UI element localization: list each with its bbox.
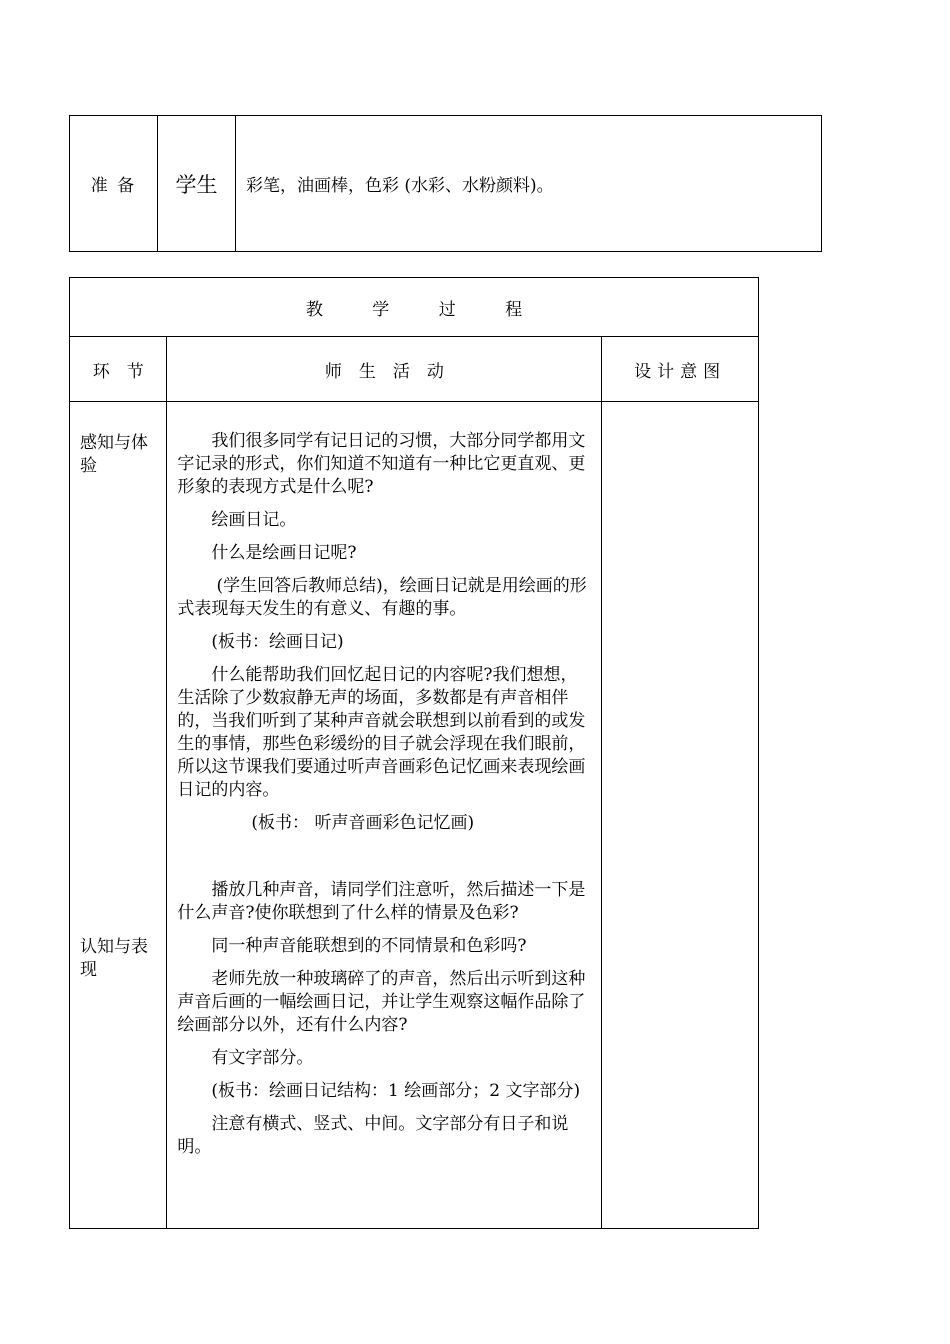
- activity-paragraph: (学生回答后教师总结)，绘画日记就是用绘画的形式表现每天发生的有意义、有趣的事。: [177, 576, 587, 619]
- header-intent: 设计意图: [602, 337, 759, 402]
- materials-text: 彩笔，油画棒，色彩 (水彩、水粉颜料)。: [236, 116, 822, 252]
- activity-paragraph: 老师先放一种玻璃碎了的声音，然后出示听到这种声音后画的一幅绘画日记，并让学生观察这幅作品除了绘画部分以外，还有什么内容?: [177, 969, 586, 1035]
- header-activity: 师 生 活 动: [167, 337, 602, 402]
- header-row: [70, 337, 759, 402]
- process-title-text: 教 学 过 程: [305, 299, 545, 320]
- process-title-row: [70, 278, 759, 337]
- activity-paragraph: (板书： 听声音画彩色记忆画): [251, 813, 475, 833]
- activity-paragraph: 我们很多同学有记日记的习惯，大部分同学都用文字记录的形式，你们知道不知道有一种比它更直观、更形象的表现方式是什么呢?: [177, 431, 586, 497]
- header-stage: 环 节: [70, 337, 167, 402]
- stage-column: [70, 402, 167, 1229]
- content-row: [70, 402, 759, 1229]
- activity-paragraph: (板书：绘画日记结构：1 绘画部分；2 文字部分): [211, 1081, 581, 1101]
- spacer: [177, 845, 591, 879]
- activity-paragraph: 什么能帮助我们回忆起日记的内容呢?我们想想，生活除了少数寂静无声的场面，多数都是有声音相伴的，当我们听到了某种声音就会联想到以前看到的或发生的事情，那些色彩缓纷的目子就会浮现在我们眼前，所以这节课我们要通过听声音画彩色记忆画来表现绘画日记的内容。: [177, 665, 586, 800]
- preparation-table: [69, 115, 822, 252]
- activity-paragraph: 同一种声音能联想到的不同情景和色彩吗?: [211, 936, 527, 956]
- activity-paragraph: 什么是绘画日记呢?: [211, 543, 357, 563]
- design-intent-column: [602, 402, 759, 1229]
- stage-perception: 感知与体验: [80, 433, 148, 476]
- activity-column: [167, 402, 602, 1229]
- preparation-label: 准 备: [70, 116, 158, 252]
- process-title: [70, 278, 759, 337]
- activity-paragraph: 绘画日记。: [211, 510, 297, 530]
- teaching-process-table: [69, 277, 759, 1229]
- activity-paragraph: 有文字部分。: [211, 1048, 314, 1068]
- student-label: 学生: [158, 116, 236, 252]
- stage-cognition: 认知与表现: [80, 937, 148, 980]
- preparation-row: [70, 116, 822, 252]
- activity-paragraph: 注意有横式、竖式、中间。文字部分有日子和说明。: [177, 1114, 569, 1157]
- activity-paragraph: (板书：绘画日记): [211, 632, 344, 652]
- activity-paragraph: 播放几种声音，请同学们注意听，然后描述一下是什么声音?使你联想到了什么样的情景及色彩?: [177, 880, 586, 923]
